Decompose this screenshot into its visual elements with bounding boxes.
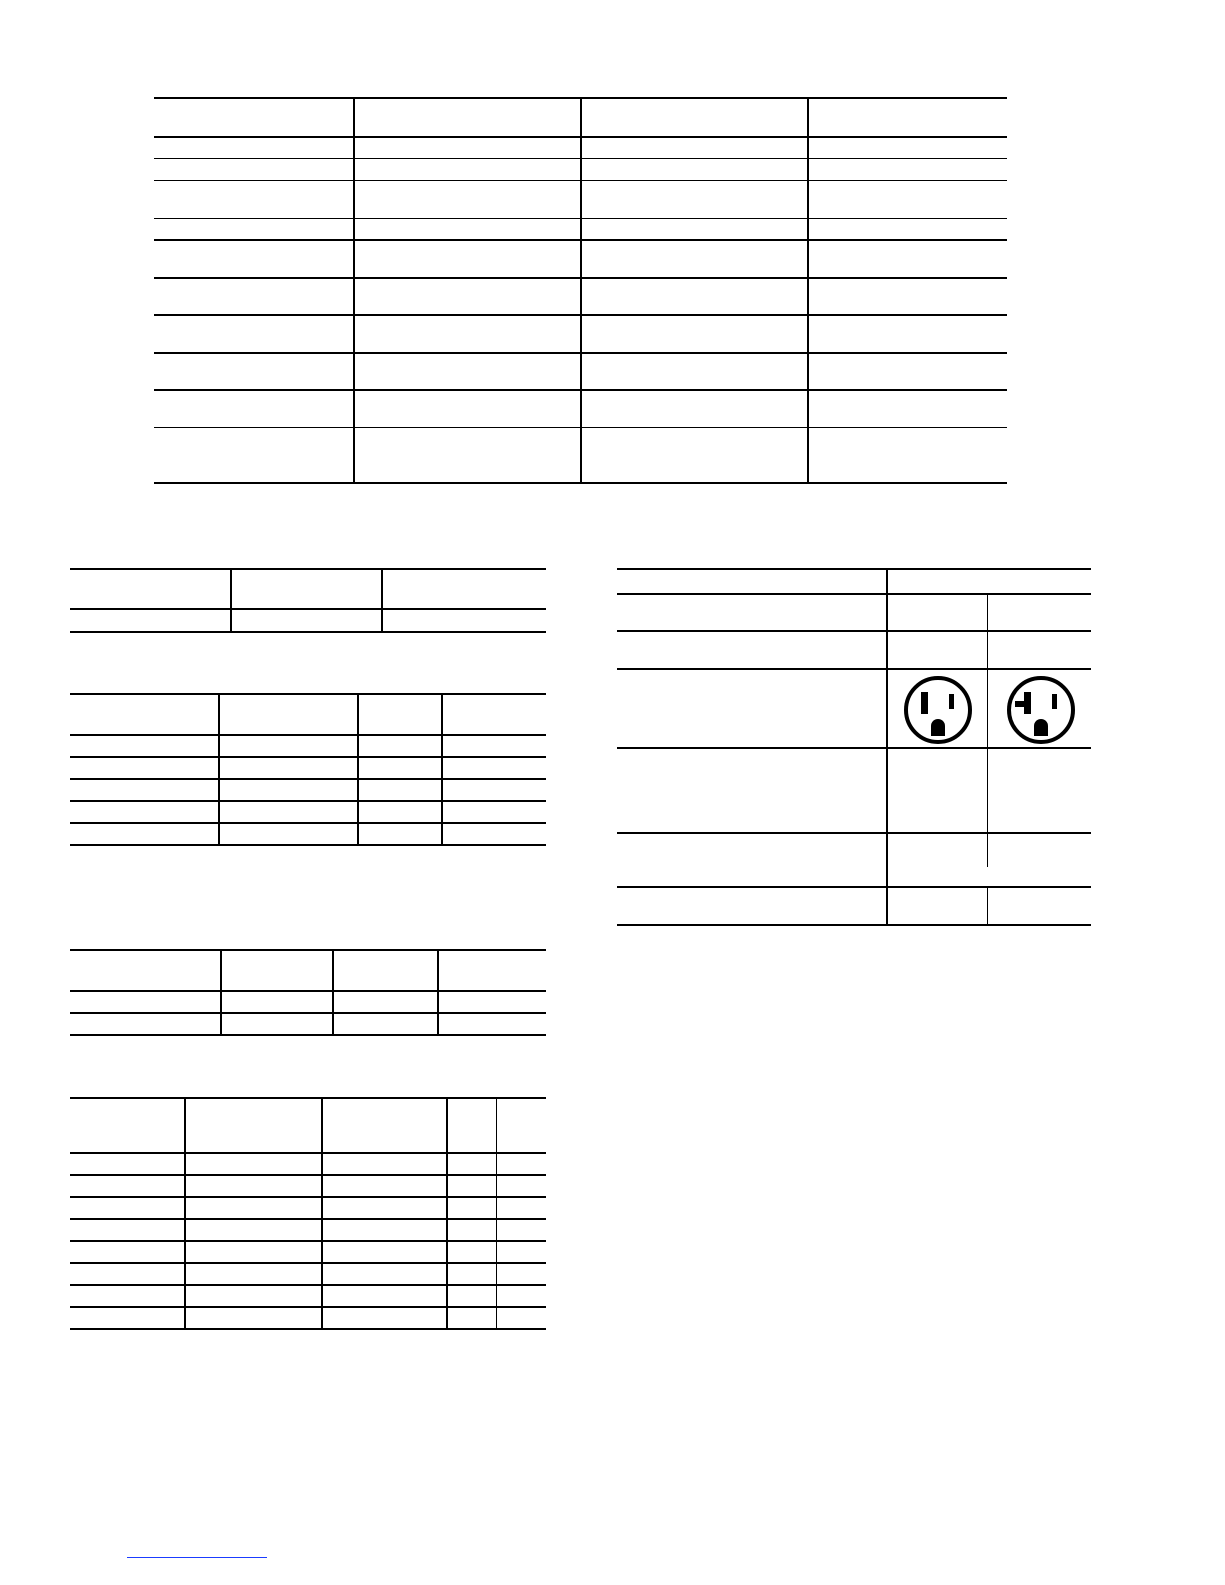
left-table-4-col-divider: [184, 1097, 186, 1330]
left-table-4-rule: [70, 1196, 546, 1198]
left-table-4-rule: [70, 1328, 546, 1330]
left-table-2-col-divider: [441, 693, 443, 846]
left-table-3-col-divider: [220, 949, 222, 1036]
right-table-col-divider: [987, 593, 988, 867]
left-table-1-col-divider: [230, 568, 232, 633]
left-table-4-rule: [70, 1097, 546, 1099]
left-table-4-col-divider: [446, 1097, 448, 1330]
left-table-2-col-divider: [357, 693, 359, 846]
right-table-rule: [617, 924, 1091, 926]
left-table-4-rule: [70, 1240, 546, 1242]
left-table-1-rule: [70, 608, 546, 610]
right-table-col-divider: [987, 886, 988, 926]
left-table-3-rule: [70, 1034, 546, 1036]
top-table-col-divider: [580, 97, 582, 484]
left-table-2-rule: [70, 844, 546, 846]
left-table-4-rule: [70, 1284, 546, 1286]
right-table-rule: [617, 568, 1091, 570]
left-table-3-rule: [70, 990, 546, 992]
left-table-3-col-divider: [437, 949, 439, 1036]
left-table-2-rule: [70, 778, 546, 780]
left-table-4-rule: [70, 1152, 546, 1154]
left-table-4-rule: [70, 1218, 546, 1220]
left-table-2-rule: [70, 822, 546, 824]
left-table-2-rule: [70, 800, 546, 802]
left-table-1-rule: [70, 568, 546, 570]
left-table-4-rule: [70, 1306, 546, 1308]
left-table-3-col-divider: [332, 949, 334, 1036]
left-table-4-col-divider: [321, 1097, 323, 1330]
left-table-3-rule: [70, 1012, 546, 1014]
top-table-col-divider: [807, 97, 809, 484]
link-underline[interactable]: [127, 1557, 267, 1558]
right-table-rule: [617, 832, 1091, 834]
right-table-rule: [617, 668, 1091, 670]
left-table-1-rule: [70, 631, 546, 633]
right-table-rule: [617, 593, 1091, 595]
left-table-4-rule: [70, 1262, 546, 1264]
right-table-col-divider: [886, 568, 888, 926]
right-table-rule: [617, 630, 1091, 632]
left-table-1-col-divider: [381, 568, 383, 633]
left-table-2-col-divider: [218, 693, 220, 846]
receptacle-15a-icon: [902, 674, 974, 746]
left-table-2-rule: [70, 756, 546, 758]
top-table-col-divider: [353, 97, 355, 484]
left-table-4-col-divider: [496, 1097, 497, 1330]
left-table-2-rule: [70, 734, 546, 736]
right-table-rule: [617, 747, 1091, 749]
left-table-4-rule: [70, 1174, 546, 1176]
left-table-3-rule: [70, 949, 546, 951]
left-table-2-rule: [70, 693, 546, 695]
receptacle-20a-icon: [1004, 674, 1078, 746]
right-table-rule: [617, 886, 1091, 888]
